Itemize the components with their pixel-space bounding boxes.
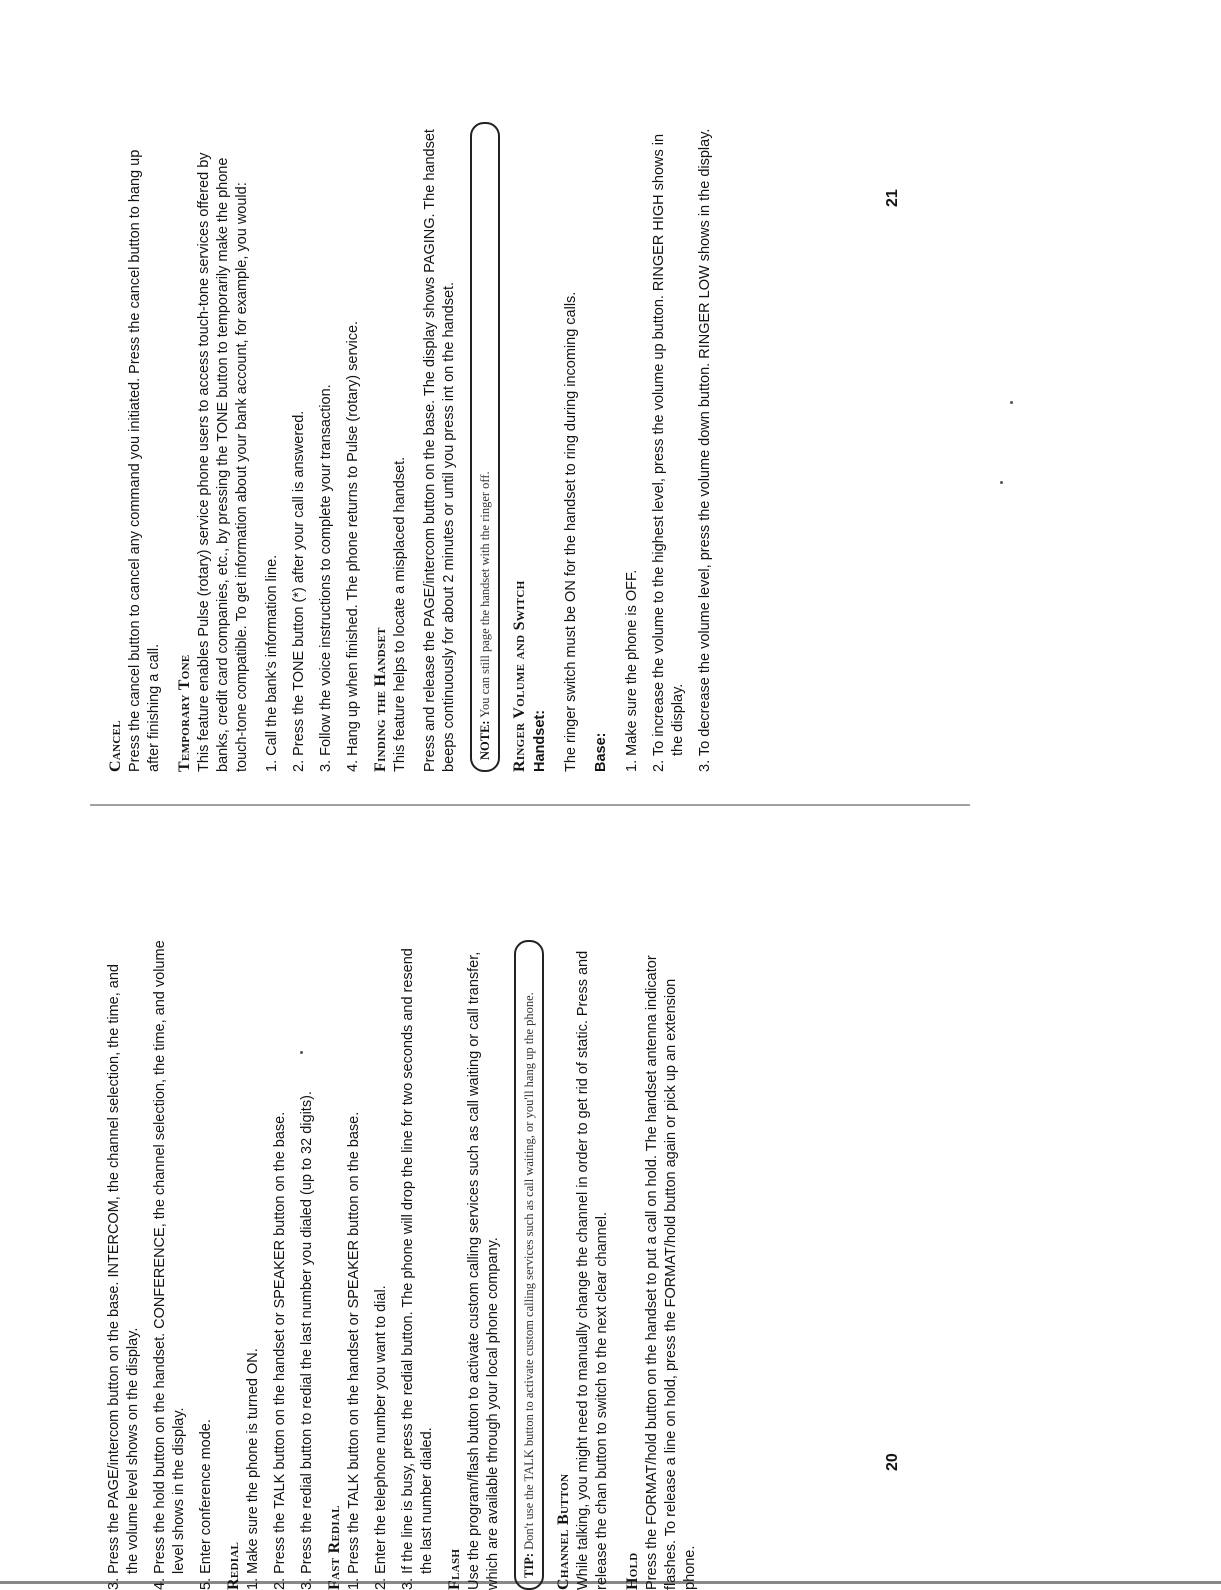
page-number: 20 [884,1453,901,1471]
note-box [470,122,500,772]
list-item: 5. Enter conference mode. [198,1419,214,1590]
list-item: 3. Press the redial button to redial the last number you dialed (up to 32 digits). [299,1091,315,1590]
list-item: 3. Follow the voice instructions to complete your transaction. [318,384,334,772]
list-item: 2. To increase the volume to the highest level, press the volume up button. RINGER HIGH shows in the display. [651,133,686,772]
note-label: TIP: [522,1553,536,1578]
section-heading: Cancel [107,720,124,772]
paragraph: The ringer switch must be ON for the handset to ring during incoming calls. [563,291,579,772]
paragraph: Use the program/flash button to activate custom calling services such as call waiting or call transfer, which are available through your local phone company. [466,951,501,1590]
list-item: 2. Enter the telephone number you want to dial. [373,1285,389,1590]
page-20 [0,792,1221,1590]
scan-speck [1010,401,1013,404]
paragraph: Press the cancel button to cancel any command you initiated. Press the cancel button to hang up after finishing a call. [127,149,162,772]
list-item: 1. Make sure the phone is turned ON. [245,1348,261,1590]
page-21-column [98,122,723,772]
list-item: 1. Press the TALK button on the handset or SPEAKER button on the base. [346,1111,362,1590]
paragraph: This feature enables Pulse (rotary) service phone users to access touch-tone services offered by banks, credit card companies, etc., by pressing the TONE button to temporarily make the phone touch-tone compatible. To get information about your bank account, for example, you would: [196,152,250,772]
list-item: 3. To decrease the volume level, press the volume down button. RINGER LOW shows in the display. [697,128,713,772]
scan-speck [1000,481,1003,484]
note-label: NOTE: [478,720,492,760]
section-heading: Ringer Volume and Switch [511,580,528,772]
paragraph: Press and release the PAGE/intercom button on the base. The display shows PAGING. The handset beeps continuously for about 2 minutes or until you press int on the handset. [422,129,457,772]
note-text: You can still page the handset with the ringer off. [478,471,492,718]
list-item: 4. Press the hold button on the handset. CONFERENCE, the channel selection, the time, and volume level shows in the display. [152,940,187,1590]
page-20-column [105,940,711,1590]
section-heading: Fast Redial [326,1505,343,1590]
section-heading: Hold [624,1552,641,1590]
list-item: 1. Call the bank's information line. [264,554,280,772]
paragraph: This feature helps to locate a misplaced handset. [392,456,408,772]
paragraph: While talking, you might need to manually change the channel in order to get rid of static. Press and release the chan button to switch to the next clear channel. [575,950,610,1590]
list-item: 3. If the line is busy, press the redial button. The phone will drop the line for two seconds and resend the last number dialed. [400,948,435,1590]
scan-speck [300,1051,303,1054]
list-item: 2. Press the TONE button (*) after your call is answered. [291,410,307,772]
page-number: 21 [884,189,901,207]
note-text: Don't use the TALK button to activate custom calling services such as call waiting, or you'll hang up the phone. [522,992,536,1550]
page-21 [0,0,1221,792]
list-item: 3. Press the PAGE/intercom button on the base. INTERCOM, the channel selection, the time, and the volume level shows on the display. [106,964,141,1590]
paragraph: Press the FORMAT/hold button on the handset to put a call on hold. The handset antenna indicator flashes. To release a line on hold, press the FORMAT/hold button again or pick up an extension phone. [644,955,698,1590]
list-item: 2. Press the TALK button on the handset or SPEAKER button on the base. [272,1111,288,1590]
list-item: 1. Make sure the phone is OFF. [624,569,640,772]
section-subheading: Base: [593,732,609,772]
section-heading: Channel Button [555,1473,572,1590]
section-heading: Temporary Tone [176,654,193,772]
section-heading: Flash [446,1548,463,1590]
list-item: 4. Hang up when finished. The phone returns to Pulse (rotary) service. [345,320,361,772]
note-box [514,940,544,1590]
section-heading: Redial [225,1541,242,1590]
section-subheading: Handset: [532,709,548,772]
section-heading: Finding the Handset [372,627,389,772]
